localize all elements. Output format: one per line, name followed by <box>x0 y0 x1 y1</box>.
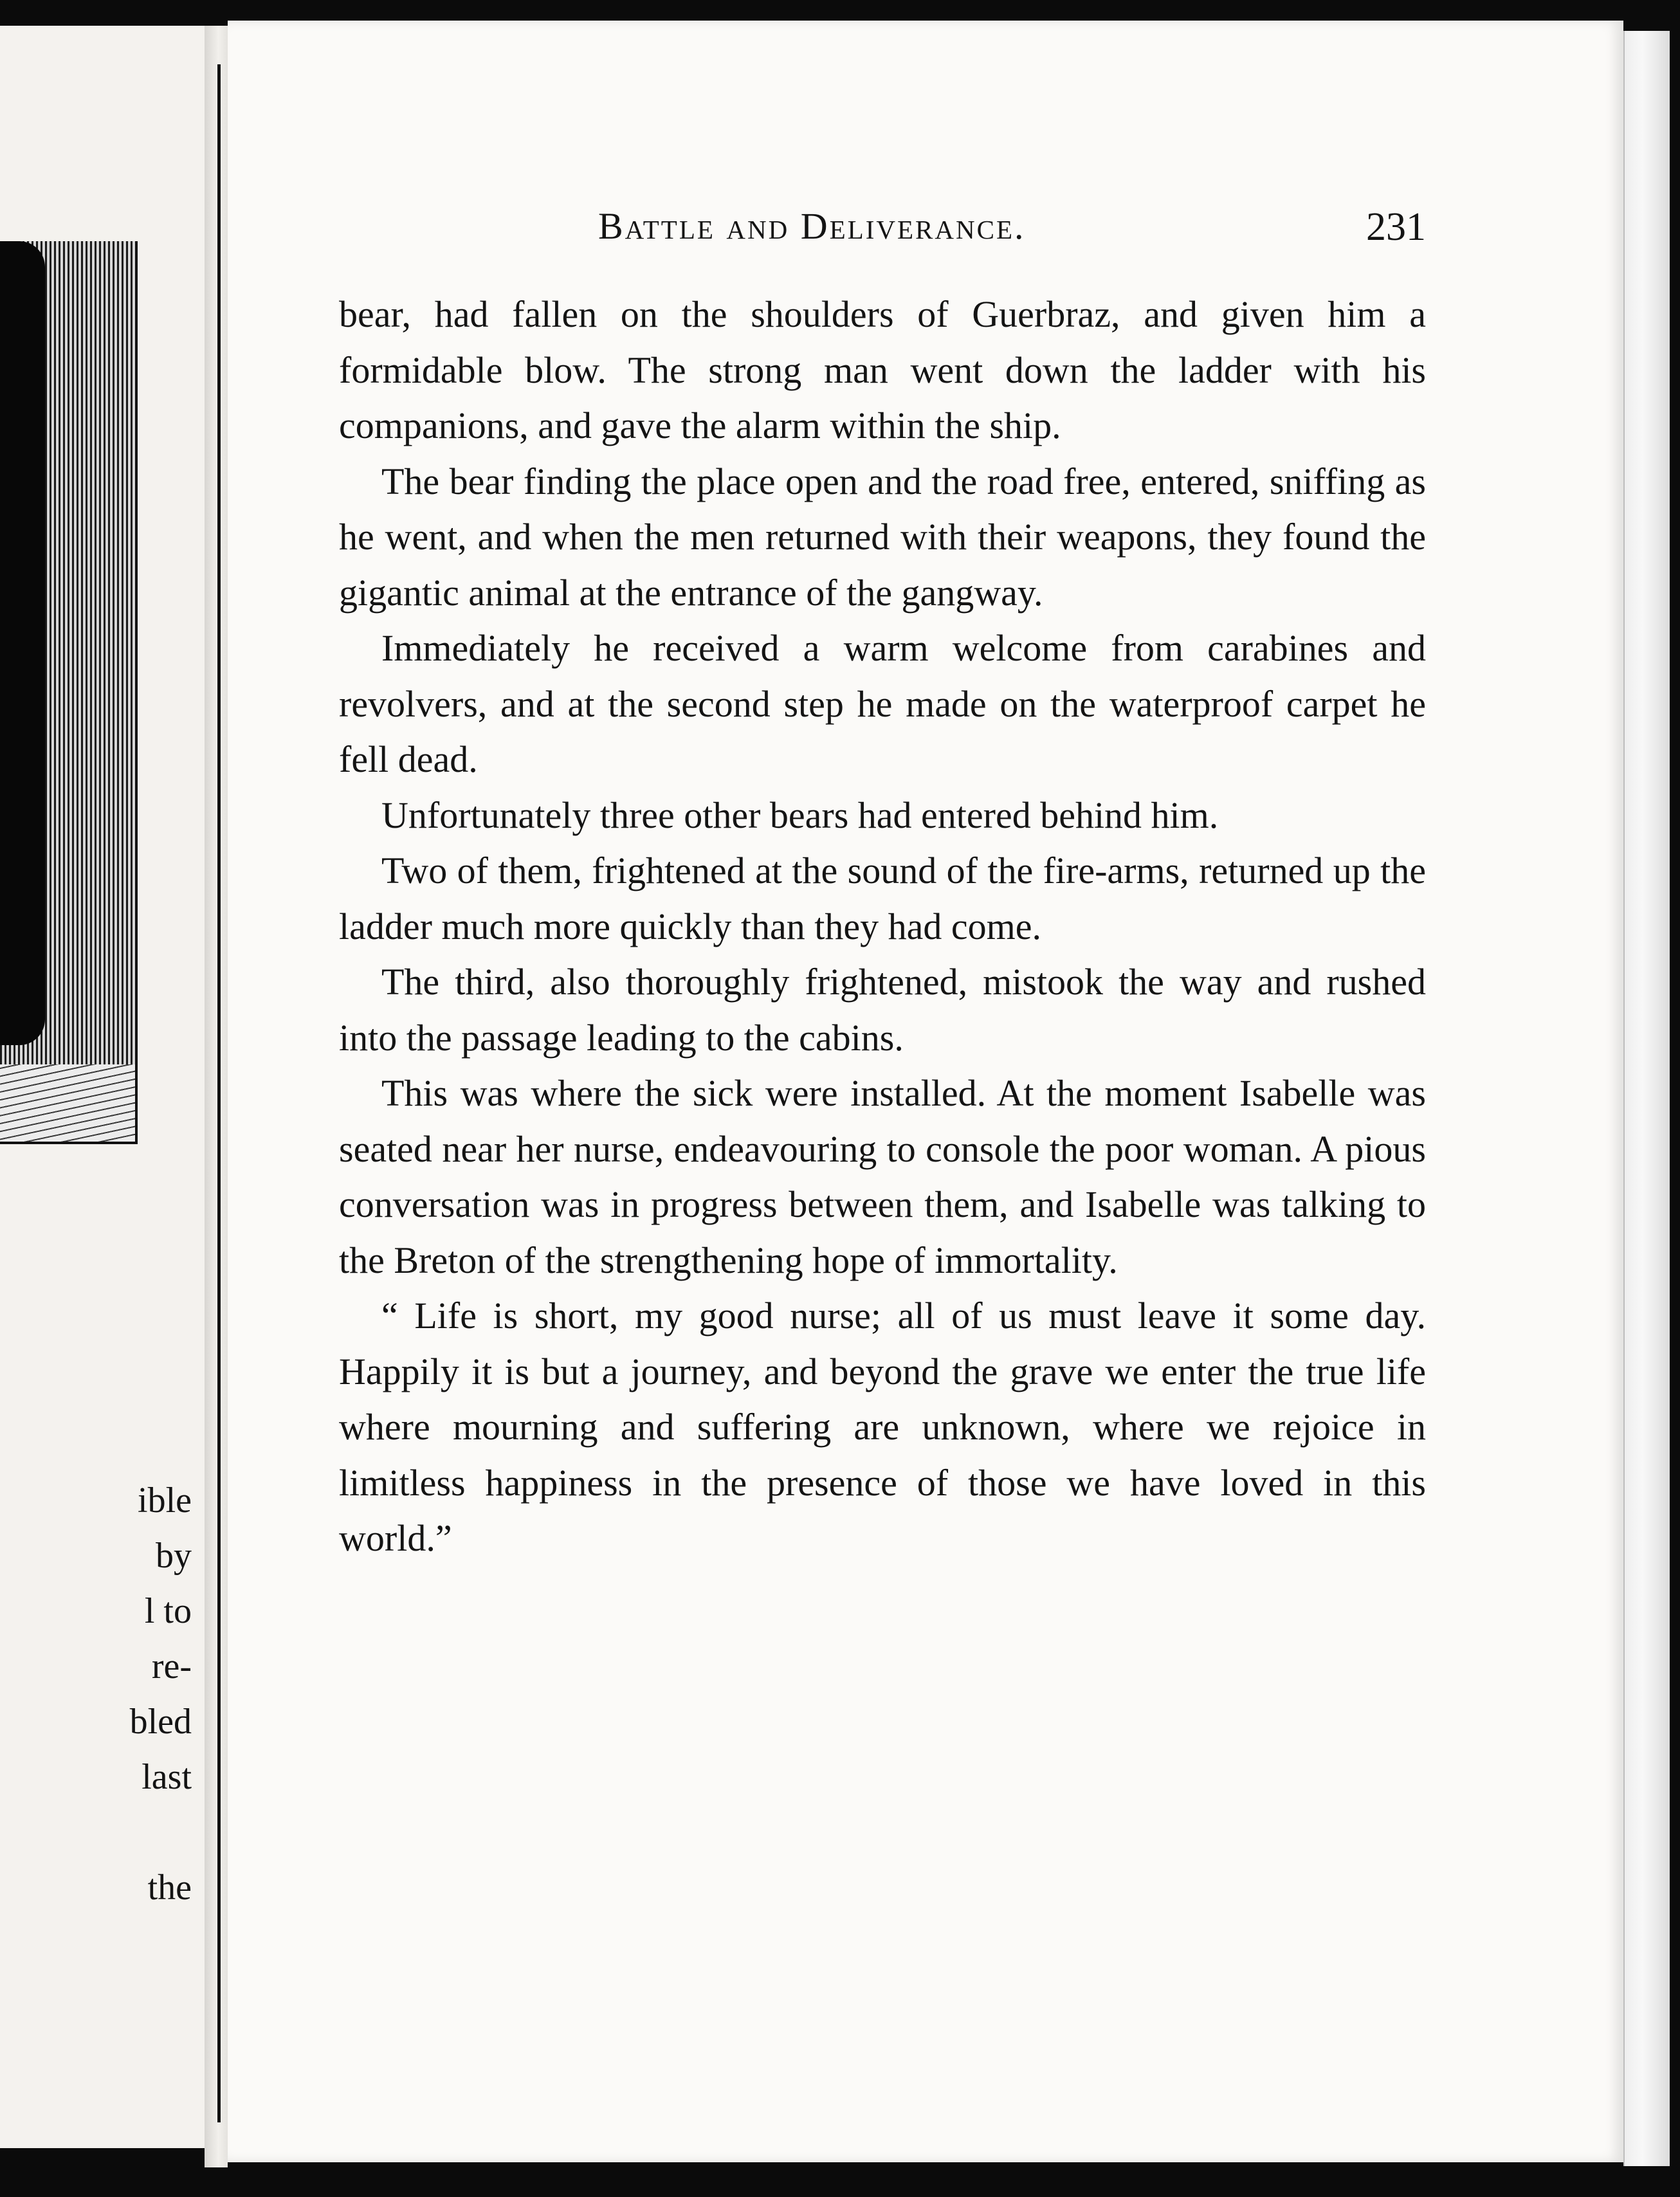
paragraph: This was where the sick were installed. At the moment Isabelle was seated near her nurse, endeavouring to console the poor woman. A pious conversation was in progress between them, and Isabelle was talking to the Breton of the strengthening hope of immortality. <box>339 1072 1426 1281</box>
left-fragment: last <box>142 1757 192 1797</box>
paragraph: Unfortunately three other bears had entered behind him. <box>381 794 1219 836</box>
left-fragment: ible <box>138 1481 192 1520</box>
book-spine <box>205 26 228 2167</box>
binding-line <box>217 64 221 2122</box>
page-number: 231 <box>1366 205 1426 249</box>
paragraph: Immediately he received a warm welcome from carabines and revolvers, and at the second step he made on the waterproof carpet he fell dead. <box>339 627 1426 780</box>
page-edge <box>1623 31 1670 2166</box>
body-text <box>339 287 1426 1567</box>
page-header <box>342 205 1426 256</box>
paragraph: Two of them, frightened at the sound of the fire-arms, returned up the ladder much more quickly than they had come. <box>339 850 1426 947</box>
paragraph: The bear finding the place open and the road free, entered, sniffing as he went, and when the men returned with their weapons, they found the gigantic animal at the entrance of the gangway. <box>339 460 1426 614</box>
scan-border <box>0 2167 1680 2197</box>
left-fragment: re- <box>151 1646 192 1686</box>
engraving-illustration <box>0 241 138 1144</box>
left-fragment: by <box>156 1536 192 1576</box>
paragraph: bear, had fallen on the shoulders of Guerbraz, and given him a formidable blow. The strong man went down the ladder with his companions, and gave the alarm within the ship. <box>339 293 1426 446</box>
running-title: Battle and Deliverance. <box>598 205 1026 247</box>
illustration-figure <box>0 241 45 1045</box>
paragraph: The third, also thoroughly frightened, mistook the way and rushed into the passage leading to the cabins. <box>339 961 1426 1059</box>
illustration-floor <box>0 1064 135 1142</box>
left-fragment: l to <box>144 1591 192 1631</box>
left-fragment: bled <box>129 1702 192 1742</box>
left-page <box>0 26 206 2148</box>
fragment-gap <box>89 1805 192 1860</box>
paragraph: “ Life is short, my good nurse; all of us must leave it some day. Happily it is but a journey, and beyond the grave we enter the true life where mourning and suffering are unknown, where we rejoice in limitless happiness in the presence of those we have loved in this world.” <box>339 1295 1426 1559</box>
left-page-text-fragments <box>89 1473 192 1915</box>
left-fragment: the <box>147 1868 192 1908</box>
